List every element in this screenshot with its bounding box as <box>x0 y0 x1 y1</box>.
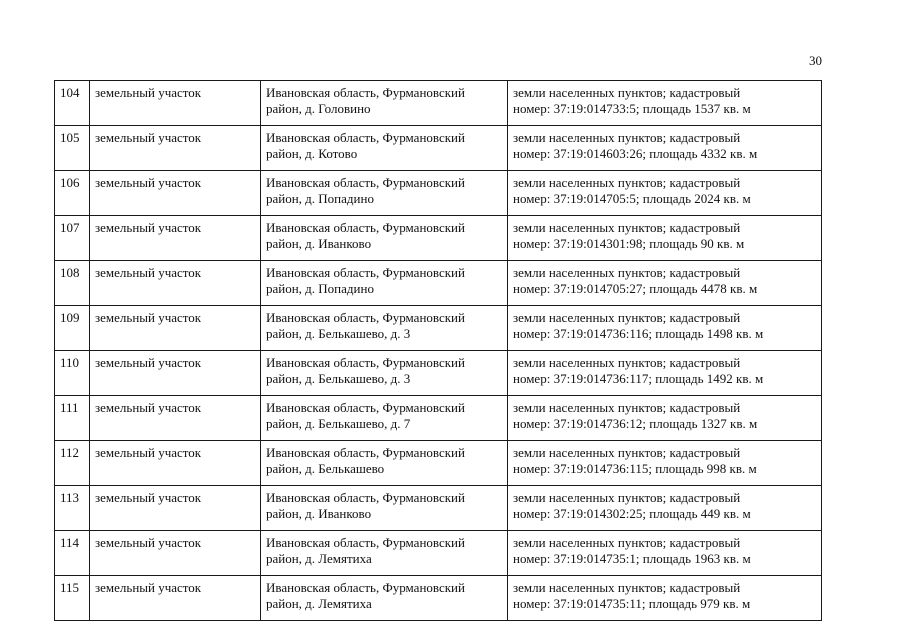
address-line-1: Ивановская область, Фурмановский <box>266 580 465 595</box>
address-line-2: район, д. Белькашево, д. 3 <box>266 370 411 386</box>
description-line-1: земли населенных пунктов; кадастровый <box>513 175 741 190</box>
property-table-body <box>55 81 822 621</box>
object-type-cell <box>90 351 261 396</box>
address-line-1: Ивановская область, Фурмановский <box>266 490 465 505</box>
address-cell <box>261 351 508 396</box>
description-line-1: земли населенных пунктов; кадастровый <box>513 445 741 460</box>
object-type-cell <box>90 396 261 441</box>
address-line-2: район, д. Котово <box>266 145 358 161</box>
address-line-1: Ивановская область, Фурмановский <box>266 310 465 325</box>
description-line-2: номер: 37:19:014301:98; площадь 90 кв. м <box>513 235 745 251</box>
row-number: 105 <box>60 130 80 145</box>
row-number: 104 <box>60 85 80 100</box>
description-line-1: земли населенных пунктов; кадастровый <box>513 400 741 415</box>
row-number: 115 <box>60 580 80 595</box>
address-line-2: район, д. Попадино <box>266 280 374 296</box>
address-line-1: Ивановская область, Фурмановский <box>266 130 465 145</box>
object-type: земельный участок <box>95 535 202 550</box>
description-line-2: номер: 37:19:014735:1; площадь 1963 кв. м <box>513 550 751 566</box>
address-line-2: район, д. Лемятиха <box>266 595 372 611</box>
address-cell <box>261 396 508 441</box>
table-row <box>55 351 822 396</box>
address-line-1: Ивановская область, Фурмановский <box>266 220 465 235</box>
row-number: 109 <box>60 310 80 325</box>
description-line-1: земли населенных пунктов; кадастровый <box>513 310 741 325</box>
object-type: земельный участок <box>95 310 202 325</box>
description-cell <box>508 126 822 171</box>
description-cell <box>508 171 822 216</box>
address-line-2: район, д. Белькашево, д. 7 <box>266 415 411 431</box>
object-type: земельный участок <box>95 265 202 280</box>
row-number-cell <box>55 306 90 351</box>
description-line-2: номер: 37:19:014705:27; площадь 4478 кв. м <box>513 280 758 296</box>
description-line-2: номер: 37:19:014736:12; площадь 1327 кв. м <box>513 415 758 431</box>
description-line-1: земли населенных пунктов; кадастровый <box>513 535 741 550</box>
description-cell <box>508 576 822 621</box>
row-number-cell <box>55 216 90 261</box>
description-cell <box>508 486 822 531</box>
description-line-2: номер: 37:19:014302:25; площадь 449 кв. м <box>513 505 751 521</box>
table-row <box>55 531 822 576</box>
address-line-2: район, д. Иванково <box>266 235 372 251</box>
address-cell <box>261 81 508 126</box>
address-cell <box>261 216 508 261</box>
description-line-2: номер: 37:19:014736:116; площадь 1498 кв. м <box>513 325 764 341</box>
address-cell <box>261 126 508 171</box>
address-line-1: Ивановская область, Фурмановский <box>266 400 465 415</box>
description-line-2: номер: 37:19:014735:11; площадь 979 кв. м <box>513 595 751 611</box>
table-row <box>55 576 822 621</box>
description-line-2: номер: 37:19:014736:115; площадь 998 кв. м <box>513 460 757 476</box>
table-row <box>55 261 822 306</box>
object-type-cell <box>90 576 261 621</box>
address-line-2: район, д. Лемятиха <box>266 550 372 566</box>
description-cell <box>508 261 822 306</box>
object-type: земельный участок <box>95 355 202 370</box>
address-line-1: Ивановская область, Фурмановский <box>266 535 465 550</box>
address-cell <box>261 306 508 351</box>
object-type-cell <box>90 171 261 216</box>
description-cell <box>508 216 822 261</box>
object-type-cell <box>90 486 261 531</box>
object-type-cell <box>90 306 261 351</box>
description-line-2: номер: 37:19:014736:117; площадь 1492 кв. м <box>513 370 764 386</box>
row-number: 111 <box>60 400 79 415</box>
row-number-cell <box>55 351 90 396</box>
description-cell <box>508 441 822 486</box>
object-type-cell <box>90 441 261 486</box>
description-line-2: номер: 37:19:014705:5; площадь 2024 кв. м <box>513 190 751 206</box>
object-type: земельный участок <box>95 130 202 145</box>
object-type: земельный участок <box>95 580 202 595</box>
address-line-1: Ивановская область, Фурмановский <box>266 445 465 460</box>
table-row <box>55 126 822 171</box>
page-number: 30 <box>809 53 822 68</box>
address-line-2: район, д. Попадино <box>266 190 374 206</box>
address-line-2: район, д. Белькашево <box>266 460 385 476</box>
row-number-cell <box>55 576 90 621</box>
address-line-1: Ивановская область, Фурмановский <box>266 265 465 280</box>
object-type: земельный участок <box>95 400 202 415</box>
address-cell <box>261 486 508 531</box>
object-type: земельный участок <box>95 175 202 190</box>
object-type: земельный участок <box>95 220 202 235</box>
row-number: 110 <box>60 355 80 370</box>
description-cell <box>508 396 822 441</box>
address-cell <box>261 261 508 306</box>
property-table <box>54 80 822 621</box>
row-number-cell <box>55 261 90 306</box>
description-line-1: земли населенных пунктов; кадастровый <box>513 490 741 505</box>
row-number-cell <box>55 126 90 171</box>
description-line-1: земли населенных пунктов; кадастровый <box>513 580 741 595</box>
table-row <box>55 486 822 531</box>
description-line-2: номер: 37:19:014733:5; площадь 1537 кв. м <box>513 100 751 116</box>
row-number-cell <box>55 441 90 486</box>
description-cell <box>508 306 822 351</box>
row-number: 113 <box>60 490 80 505</box>
table-row <box>55 171 822 216</box>
description-line-1: земли населенных пунктов; кадастровый <box>513 220 741 235</box>
description-line-1: земли населенных пунктов; кадастровый <box>513 355 741 370</box>
description-line-1: земли населенных пунктов; кадастровый <box>513 265 741 280</box>
address-cell <box>261 531 508 576</box>
table-row <box>55 441 822 486</box>
table-row <box>55 216 822 261</box>
row-number-cell <box>55 81 90 126</box>
row-number: 114 <box>60 535 80 550</box>
object-type-cell <box>90 261 261 306</box>
object-type-cell <box>90 126 261 171</box>
table-row <box>55 306 822 351</box>
address-line-1: Ивановская область, Фурмановский <box>266 175 465 190</box>
object-type-cell <box>90 531 261 576</box>
description-line-1: земли населенных пунктов; кадастровый <box>513 130 741 145</box>
address-cell <box>261 171 508 216</box>
description-cell <box>508 81 822 126</box>
row-number: 108 <box>60 265 80 280</box>
row-number: 106 <box>60 175 80 190</box>
row-number-cell <box>55 171 90 216</box>
object-type: земельный участок <box>95 490 202 505</box>
object-type-cell <box>90 81 261 126</box>
address-line-2: район, д. Головино <box>266 100 371 116</box>
row-number: 107 <box>60 220 80 235</box>
row-number: 112 <box>60 445 80 460</box>
address-cell <box>261 576 508 621</box>
address-line-2: район, д. Иванково <box>266 505 372 521</box>
table-row <box>55 81 822 126</box>
description-cell <box>508 531 822 576</box>
address-line-1: Ивановская область, Фурмановский <box>266 85 465 100</box>
description-line-2: номер: 37:19:014603:26; площадь 4332 кв. м <box>513 145 758 161</box>
object-type: земельный участок <box>95 85 202 100</box>
address-line-1: Ивановская область, Фурмановский <box>266 355 465 370</box>
object-type: земельный участок <box>95 445 202 460</box>
object-type-cell <box>90 216 261 261</box>
address-line-2: район, д. Белькашево, д. 3 <box>266 325 411 341</box>
description-cell <box>508 351 822 396</box>
row-number-cell <box>55 486 90 531</box>
description-line-1: земли населенных пунктов; кадастровый <box>513 85 741 100</box>
address-cell <box>261 441 508 486</box>
table-row <box>55 396 822 441</box>
row-number-cell <box>55 531 90 576</box>
row-number-cell <box>55 396 90 441</box>
